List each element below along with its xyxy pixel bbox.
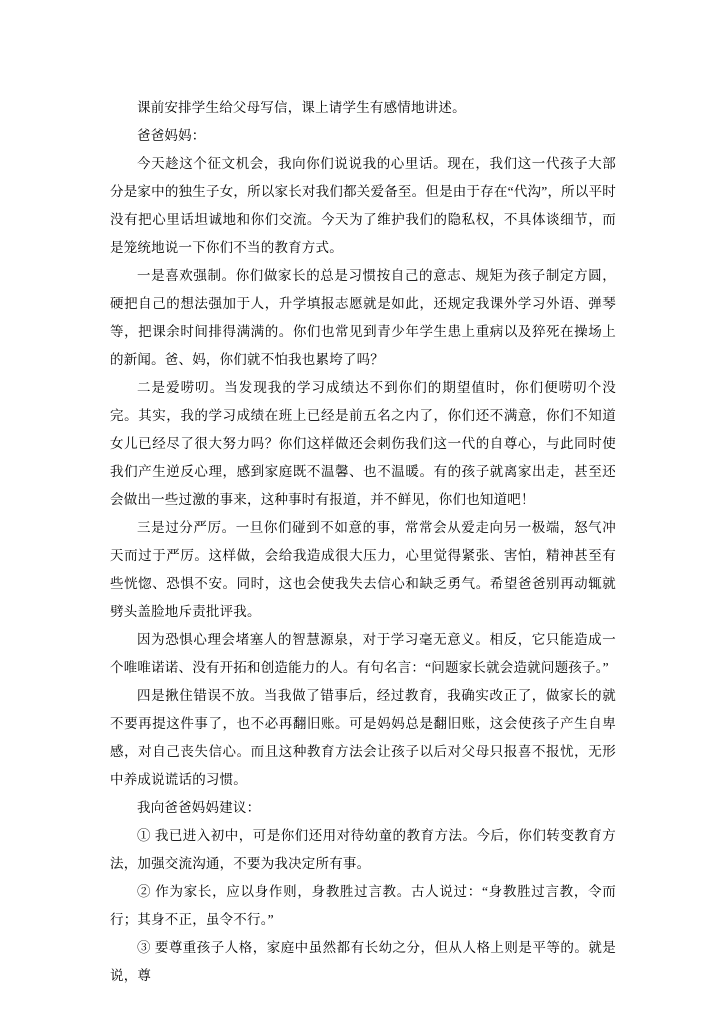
paragraph-11: ② 作为家长，应以身作则，身教胜过言教。古人说过：“身教胜过言教，令而行；其身不正，虽令不行。” bbox=[110, 884, 616, 927]
paragraph-4: 一是喜欢强制。你们做家长的总是习惯按自己的意志、规矩为孩子制定方圆，硬把自己的想法强加于人，升学填报志愿就是如此，还规定我课外学习外语、弹琴等，把课余时间排得满满的。你们也常见到青少年学生患上重病以及猝死在操场上的新闻。爸、妈，你们就不怕我也累垮了吗？ bbox=[110, 268, 616, 367]
paragraph-12: ③ 要尊重孩子人格，家庭中虽然都有长幼之分，但从人格上则是平等的。就是说，尊 bbox=[110, 940, 616, 983]
paragraph-2: 爸爸妈妈： bbox=[137, 128, 206, 143]
paragraph-1: 课前安排学生给父母写信，课上请学生有感情地讲述。 bbox=[137, 100, 466, 115]
paragraph-3: 今天趁这个征文机会，我向你们说说我的心里话。现在，我们这一代孩子大部分是家中的独生子女，所以家长对我们都关爱备至。但是由于存在“代沟”，所以平时没有把心里话坦诚地和你们交流。今天为了维护我们的隐私权，不具体谈细节，而是笼统地说一下你们不当的教育方式。 bbox=[110, 156, 616, 255]
paragraph-5: 二是爱唠叨。当发现我的学习成绩达不到你们的期望值时，你们便唠叨个没完。其实，我的学习成绩在班上已经是前五名之内了，你们还不满意，你们不知道女儿已经尽了很大努力吗？你们这样做还会刺伤我们这一代的自尊心，与此同时使我们产生逆反心理，感到家庭既不温馨、也不温暖。有的孩子就离家出走，甚至还会做出一些过激的事来，这种事时有报道，并不鲜见，你们也知道吧！ bbox=[110, 380, 616, 507]
paragraph-10: ① 我已进入初中，可是你们还用对待幼童的教育方法。今后，你们转变教育方法，加强交流沟通，不要为我决定所有事。 bbox=[110, 828, 616, 871]
document-body bbox=[110, 94, 616, 990]
paragraph-9: 我向爸爸妈妈建议： bbox=[137, 800, 261, 815]
paragraph-7: 因为恐惧心理会堵塞人的智慧源泉，对于学习毫无意义。相反，它只能造成一个唯唯诺诺、没有开拓和创造能力的人。有句名言：“问题家长就会造就问题孩子。” bbox=[110, 632, 616, 675]
paragraph-6: 三是过分严厉。一旦你们碰到不如意的事，常常会从爱走向另一极端，怒气冲天而过于严厉。这样做，会给我造成很大压力，心里觉得紧张、害怕，精神甚至有些恍惚、恐惧不安。同时，这也会使我失去信心和缺乏勇气。希望爸爸别再动辄就劈头盖脸地斥责批评我。 bbox=[110, 520, 616, 619]
paragraph-8: 四是揪住错误不放。当我做了错事后，经过教育，我确实改正了，做家长的就不要再提这件事了，也不必再翻旧账。可是妈妈总是翻旧账，这会使孩子产生自卑感，对自己丧失信心。而且这种教育方法会让孩子以后对父母只报喜不报忧，无形中养成说谎话的习惯。 bbox=[110, 688, 616, 787]
